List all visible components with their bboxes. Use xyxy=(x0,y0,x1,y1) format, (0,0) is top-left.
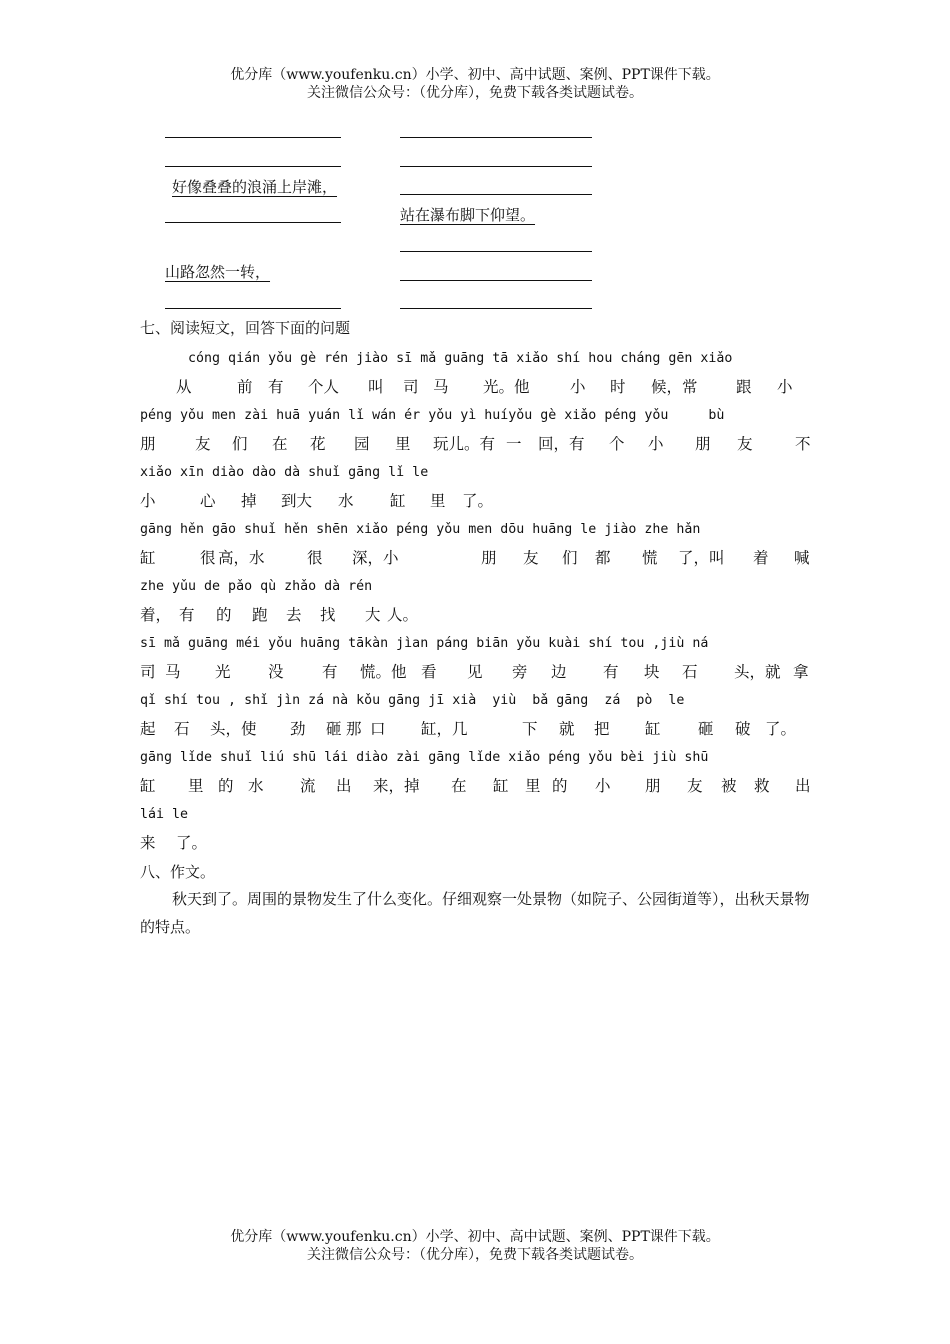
blank-line[interactable] xyxy=(400,137,592,138)
char: 水 xyxy=(338,492,354,510)
char: 小 xyxy=(648,435,664,453)
character-line xyxy=(140,547,810,569)
char: 砸 xyxy=(698,720,714,738)
char: 心 xyxy=(200,492,216,510)
char: 被 xyxy=(721,777,737,795)
char: 头，就 xyxy=(734,663,781,681)
section-7-title: 七、阅读短文，回答下面的问题 xyxy=(140,319,351,337)
char: 高，水 xyxy=(218,549,265,567)
char: 深，小 xyxy=(352,549,399,567)
char: 缸，几 xyxy=(421,720,468,738)
char: 了。 xyxy=(765,720,797,738)
page-header xyxy=(0,66,950,102)
char: 见 xyxy=(467,663,483,681)
blank-line[interactable] xyxy=(165,308,341,309)
char: 找 xyxy=(320,606,336,624)
char: 跟 xyxy=(736,378,752,396)
char: 里 xyxy=(430,492,446,510)
char: 流 xyxy=(300,777,316,795)
char: 友 xyxy=(195,435,211,453)
char: 慌。他 xyxy=(360,663,407,681)
char: 石 xyxy=(174,720,190,738)
char: 缸 xyxy=(645,720,661,738)
char: 里 xyxy=(395,435,411,453)
char: 起 xyxy=(140,720,156,738)
char: 都 xyxy=(595,549,611,567)
char: 花 xyxy=(310,435,326,453)
pinyin-line: cóng qián yǒu gè rén jiào sī mǎ guāng tā xiǎo shí hou cháng gēn xiǎo xyxy=(140,351,733,366)
character-line xyxy=(140,376,810,398)
char: 头，使 xyxy=(210,720,257,738)
char: 旁 xyxy=(512,663,528,681)
char: 破 xyxy=(735,720,751,738)
blank-line[interactable] xyxy=(165,166,341,167)
char: 跑 xyxy=(252,606,268,624)
char: 缸 xyxy=(140,777,156,795)
char: 小 xyxy=(570,378,586,396)
char: 的 xyxy=(216,606,232,624)
footer-line-2: 关注微信公众号：（优分库），免费下载各类试题试卷。 xyxy=(307,1247,643,1263)
blank-line[interactable] xyxy=(165,137,341,138)
char: 就 xyxy=(559,720,575,738)
char: 有 xyxy=(268,378,284,396)
char: 出 xyxy=(795,777,811,795)
char: 去 xyxy=(286,606,302,624)
char: 看 xyxy=(421,663,437,681)
char: 们 xyxy=(562,549,578,567)
char: 来 xyxy=(140,834,156,852)
char: 在 xyxy=(272,435,288,453)
char: 在 xyxy=(451,777,467,795)
character-line xyxy=(140,718,810,740)
blank-line[interactable] xyxy=(400,308,592,309)
char: 拿 xyxy=(793,663,809,681)
char: 砸 xyxy=(326,720,342,738)
char: 不 xyxy=(795,435,811,453)
blank-line[interactable] xyxy=(400,280,592,281)
header-line-1: 优分库（www.youfenku.cn）小学、初中、高中试题、案例、PPT课件下载。 xyxy=(230,67,720,83)
char: 下 xyxy=(522,720,538,738)
blank-line[interactable] xyxy=(400,251,592,252)
char: 掉 xyxy=(241,492,257,510)
char: 一 xyxy=(506,435,522,453)
char: 出 xyxy=(336,777,352,795)
char: 朋 xyxy=(481,549,497,567)
char: 司 xyxy=(140,663,156,681)
pinyin-line: gāng hěn gāo shuǐ hěn shēn xiǎo péng yǒu men dōu huāng le jiào zhe hǎn xyxy=(140,522,701,537)
char: 慌 xyxy=(642,549,658,567)
blank-line[interactable] xyxy=(400,166,592,167)
pinyin-line: péng yǒu men zài huā yuán lǐ wán ér yǒu yì huíyǒu gè xiǎo péng yǒu bù xyxy=(140,408,725,423)
char: 小 xyxy=(140,492,156,510)
char: 司 xyxy=(403,378,419,396)
char: 马 xyxy=(165,663,181,681)
fill-in-left-line-2: 山路忽然一转， xyxy=(165,263,271,281)
char: 马 xyxy=(433,378,449,396)
character-line xyxy=(140,832,810,854)
char: 缸 xyxy=(493,777,509,795)
char: 有 xyxy=(603,663,619,681)
char: 们 xyxy=(232,435,248,453)
char: 劲 xyxy=(290,720,306,738)
char: 很 xyxy=(200,549,216,567)
pinyin-line: gāng lǐde shuǐ liú shū lái diào zài gāng lǐde xiǎo péng yǒu bèi jiù shū xyxy=(140,750,709,765)
char: 叫 xyxy=(368,378,384,396)
page-footer xyxy=(0,1228,950,1264)
pinyin-line: qǐ shí tou , shǐ jìn zá nà kǒu gāng jī xià yiù bǎ gāng zá pò le xyxy=(140,693,685,708)
character-line xyxy=(140,775,810,797)
char: 有 xyxy=(179,606,195,624)
char: 着， xyxy=(140,606,172,624)
char: 了，叫 xyxy=(678,549,725,567)
section-8-title: 八、作文。 xyxy=(140,863,216,881)
char: 到大 xyxy=(281,492,313,510)
character-line xyxy=(140,433,810,455)
char: 那 xyxy=(346,720,362,738)
char: 小 xyxy=(595,777,611,795)
char: 光 xyxy=(215,663,231,681)
char: 里 xyxy=(188,777,204,795)
char: 园 xyxy=(354,435,370,453)
fill-in-left-line-1: 好像叠叠的浪涌上岸滩， xyxy=(172,178,338,196)
blank-line[interactable] xyxy=(400,194,592,195)
char: 回，有 xyxy=(538,435,585,453)
char: 把 xyxy=(594,720,610,738)
character-line xyxy=(140,661,810,683)
char: 光。他 xyxy=(483,378,530,396)
char: 小 xyxy=(777,378,793,396)
fill-in-right-line-1: 站在瀑布脚下仰望。 xyxy=(400,206,536,224)
character-line xyxy=(140,490,810,512)
char: 缸 xyxy=(390,492,406,510)
character-line xyxy=(140,604,810,626)
essay-prompt: 秋天到了。周围的景物发生了什么变化。仔细观察一处景物（如院子、公园街道等），出秋天景物的特点。 xyxy=(140,890,810,936)
char: 水 xyxy=(248,777,264,795)
char: 朋 xyxy=(695,435,711,453)
char: 有 xyxy=(322,663,338,681)
char: 时 xyxy=(610,378,626,396)
char: 救 xyxy=(754,777,770,795)
char: 的 xyxy=(552,777,568,795)
char: 友 xyxy=(737,435,753,453)
char: 了。 xyxy=(462,492,494,510)
pinyin-line: xiǎo xīn diào dào dà shuǐ gāng lǐ le xyxy=(140,465,429,480)
char: 很 xyxy=(307,549,323,567)
char: 没 xyxy=(268,663,284,681)
char: 朋 xyxy=(140,435,156,453)
char: 里 xyxy=(525,777,541,795)
char: 喊 xyxy=(794,549,810,567)
char: 石 xyxy=(682,663,698,681)
char: 从 xyxy=(176,378,192,396)
blank-line[interactable] xyxy=(165,222,341,223)
pinyin-line: zhe yǔu de pǎo qù zhǎo dà rén xyxy=(140,579,373,594)
char: 友 xyxy=(687,777,703,795)
char: 前 xyxy=(237,378,253,396)
char: 缸 xyxy=(140,549,156,567)
char: 个人 xyxy=(308,378,340,396)
char: 玩儿。有 xyxy=(433,435,496,453)
char: 的 xyxy=(218,777,234,795)
pinyin-line: sī mǎ guāng méi yǒu huāng tākàn jìan páng biān yǒu kuài shí tou ,jiù ná xyxy=(140,636,709,651)
char: 口 xyxy=(370,720,386,738)
header-line-2: 关注微信公众号：（优分库），免费下载各类试题试卷。 xyxy=(307,85,643,101)
footer-line-1: 优分库（www.youfenku.cn）小学、初中、高中试题、案例、PPT课件下载。 xyxy=(230,1229,720,1245)
char: 候，常 xyxy=(651,378,698,396)
char: 朋 xyxy=(645,777,661,795)
char: 着 xyxy=(753,549,769,567)
char: 来，掉 xyxy=(373,777,420,795)
char: 了。 xyxy=(176,834,208,852)
char: 人。 xyxy=(387,606,419,624)
char: 个 xyxy=(609,435,625,453)
char: 边 xyxy=(551,663,567,681)
pinyin-line: lái le xyxy=(140,807,189,822)
char: 块 xyxy=(644,663,660,681)
char: 大 xyxy=(365,606,381,624)
char: 友 xyxy=(523,549,539,567)
